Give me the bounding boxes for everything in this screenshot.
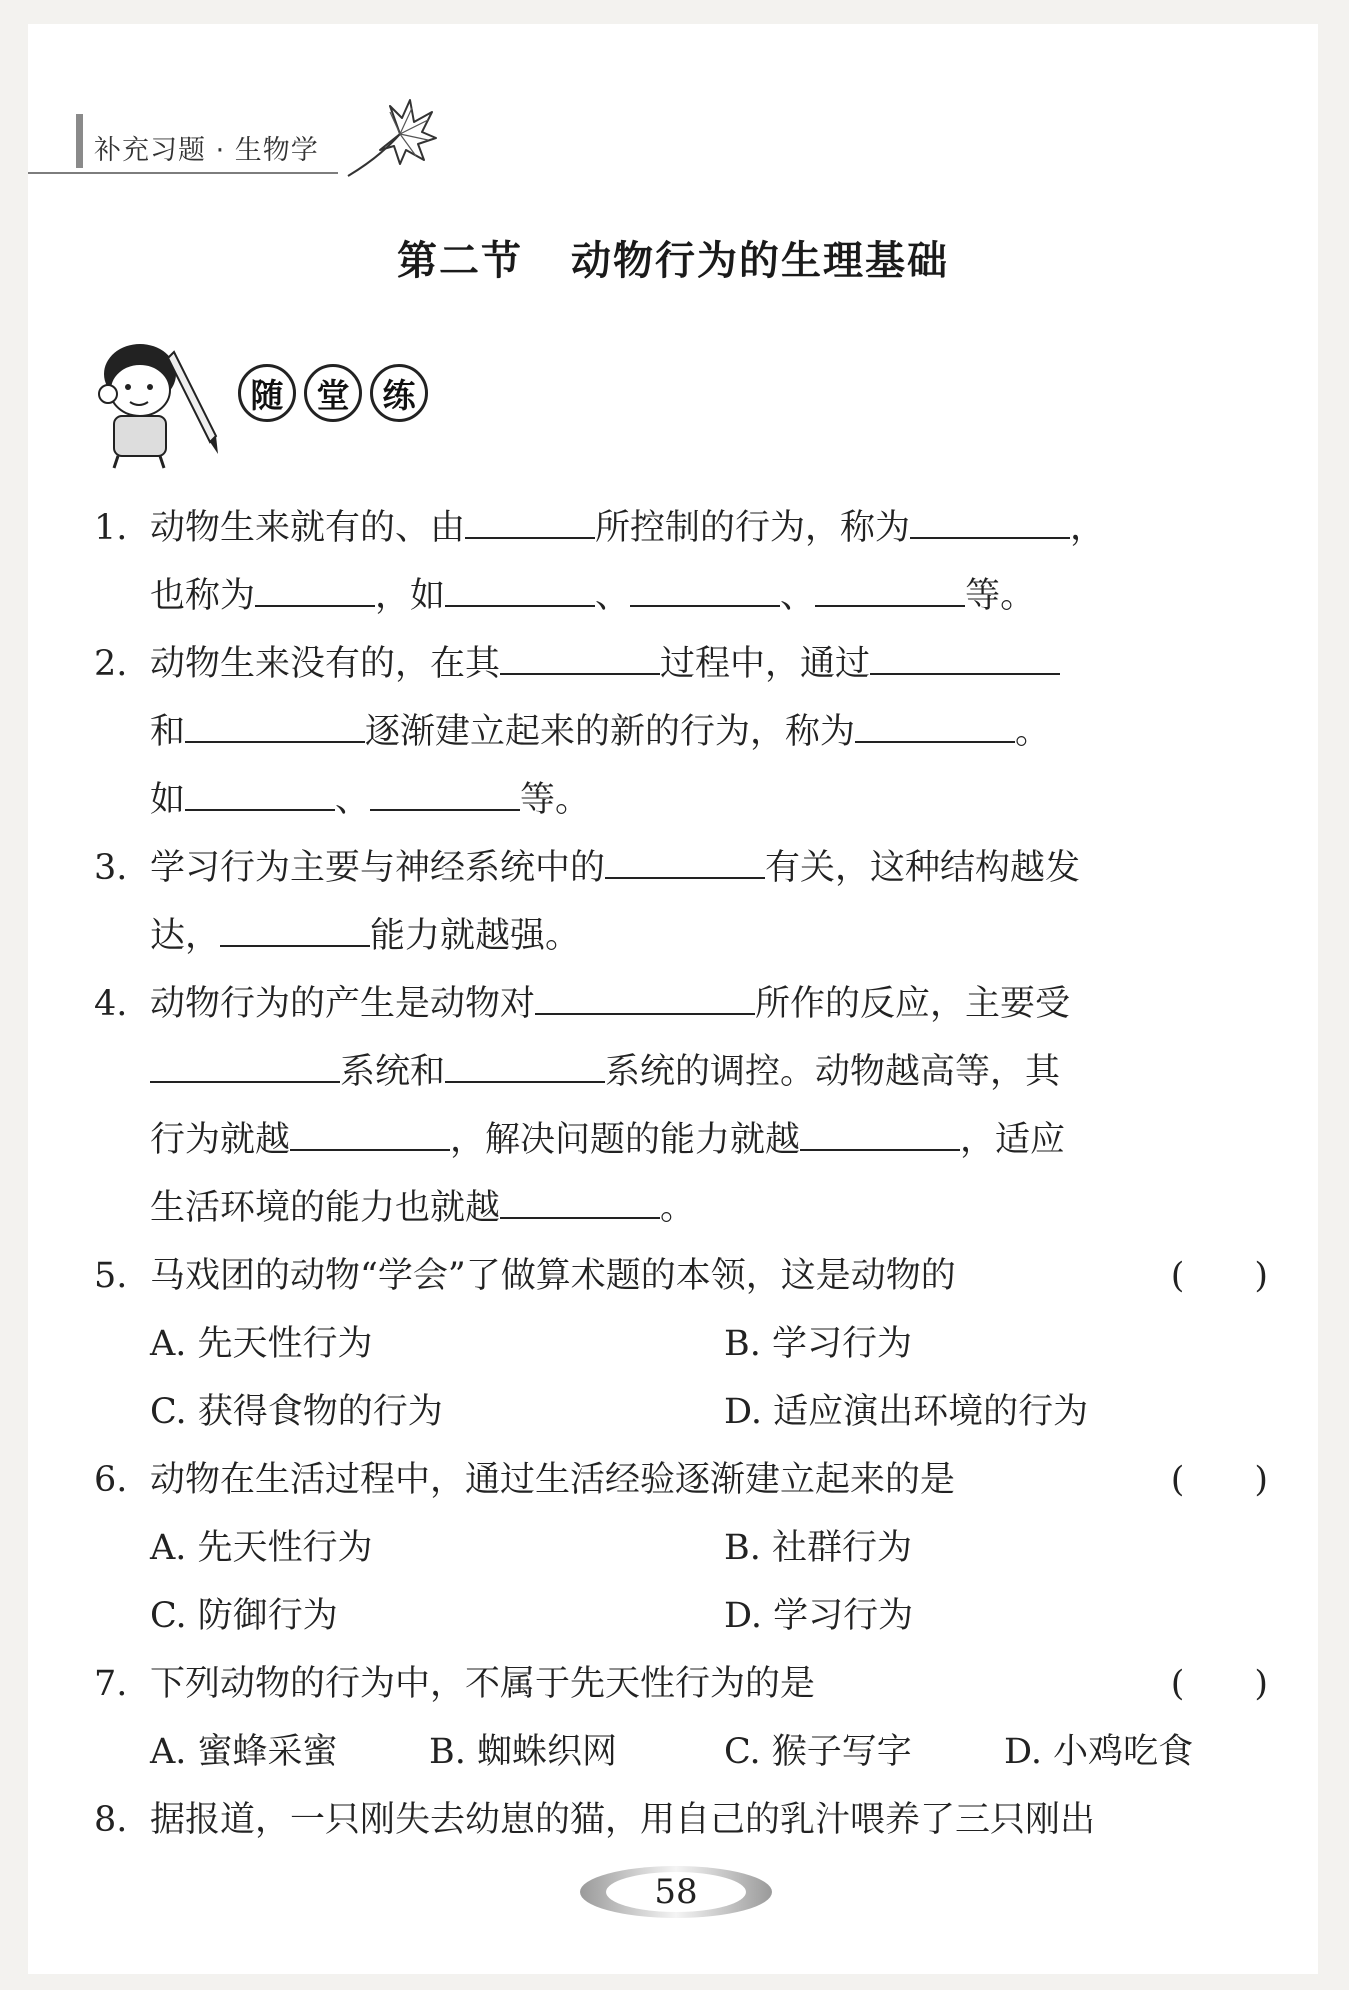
question-4-line-3 — [94, 1106, 1274, 1174]
question-3-line-2 — [94, 902, 1274, 970]
question-text: 、 — [780, 576, 816, 616]
question-text: 学习行为主要与神经系统中的 — [150, 848, 606, 888]
question-text: ，适应 — [960, 1120, 1066, 1160]
option-a[interactable]: A. 先天性行为 — [150, 1324, 373, 1364]
tag-char: 随 — [238, 364, 296, 422]
workbook-page — [28, 24, 1318, 1974]
answer-blank[interactable] — [800, 1109, 960, 1151]
section-name: 动物行为的生理基础 — [571, 238, 949, 284]
question-text: 逐渐建立起来的新的行为，称为 — [365, 712, 856, 752]
question-text: 。 — [660, 1188, 696, 1228]
question-text: 和 — [150, 712, 186, 752]
question-7-stem — [94, 1650, 1274, 1718]
question-1-line-2 — [94, 562, 1274, 630]
question-6-options-cd — [94, 1582, 1274, 1650]
question-2-line-3 — [94, 766, 1274, 834]
question-text: 马戏团的动物“学会”了做算术题的本领，这是动物的 — [150, 1256, 956, 1296]
question-text: 等。 — [965, 576, 1036, 616]
question-text: 系统和 — [340, 1052, 446, 1092]
option-b[interactable]: B. 蜘蛛织网 — [429, 1732, 617, 1772]
student-pencil-icon — [78, 332, 238, 472]
question-text: 行为就越 — [150, 1120, 291, 1160]
header-text: 补充习题 · 生物学 — [94, 135, 319, 166]
option-d[interactable]: D. 小鸡吃食 — [1004, 1732, 1194, 1772]
question-text: 生活环境的能力也就越 — [150, 1188, 501, 1228]
question-text: 、 — [335, 780, 371, 820]
question-text: 动物生来就有的、由 — [150, 508, 466, 548]
option-c[interactable]: C. 获得食物的行为 — [150, 1392, 443, 1432]
question-text: 等。 — [520, 780, 591, 820]
option-a[interactable]: A. 先天性行为 — [150, 1528, 373, 1568]
question-1-line-1 — [94, 494, 1274, 562]
question-7-options — [94, 1718, 1274, 1786]
page-number-badge — [576, 1862, 776, 1922]
question-text: ，解决问题的能力就越 — [450, 1120, 801, 1160]
answer-blank[interactable] — [500, 1177, 660, 1219]
question-text: ，如 — [375, 576, 446, 616]
question-text: 据报道，一只刚失去幼崽的猫，用自己的乳汁喂养了三只刚出 — [150, 1800, 1096, 1840]
answer-blank[interactable] — [445, 1041, 605, 1083]
answer-blank[interactable] — [855, 701, 1015, 743]
question-number: 7. — [94, 1664, 128, 1704]
question-text: 如 — [150, 780, 186, 820]
running-header — [28, 84, 1318, 166]
option-b[interactable]: B. 社群行为 — [724, 1528, 912, 1568]
question-text: ， — [1070, 508, 1106, 548]
header-bar — [76, 114, 83, 168]
question-6-stem — [94, 1446, 1274, 1514]
header-rule — [28, 172, 338, 174]
answer-blank[interactable] — [150, 1041, 340, 1083]
answer-blank[interactable] — [290, 1109, 450, 1151]
question-text: 系统的调控。动物越高等，其 — [605, 1052, 1061, 1092]
question-number: 3. — [94, 848, 128, 888]
option-c[interactable]: C. 猴子写字 — [724, 1732, 912, 1772]
question-text: 所控制的行为，称为 — [595, 508, 911, 548]
question-text: 动物生来没有的，在其 — [150, 644, 501, 684]
option-b[interactable]: B. 学习行为 — [724, 1324, 912, 1364]
answer-blank[interactable] — [605, 837, 765, 879]
answer-blank[interactable] — [185, 769, 335, 811]
option-c[interactable]: C. 防御行为 — [150, 1596, 338, 1636]
answer-blank[interactable] — [815, 565, 965, 607]
question-2-line-1 — [94, 630, 1274, 698]
tag-char: 练 — [370, 364, 428, 422]
question-text: 有关，这种结构越发 — [765, 848, 1081, 888]
answer-blank[interactable] — [445, 565, 595, 607]
question-number: 6. — [94, 1460, 128, 1500]
question-text: 能力就越强。 — [370, 916, 581, 956]
question-8-stem — [94, 1786, 1274, 1854]
answer-blank[interactable] — [500, 633, 660, 675]
answer-parentheses[interactable]: ( ) — [1170, 1664, 1268, 1704]
section-number: 第二节 — [397, 238, 523, 284]
question-number: 8. — [94, 1800, 128, 1840]
question-text: 动物行为的产生是动物对 — [150, 984, 536, 1024]
page-number: 58 — [654, 1872, 698, 1912]
question-text: 达， — [150, 916, 221, 956]
option-d[interactable]: D. 学习行为 — [724, 1596, 914, 1636]
answer-blank[interactable] — [220, 905, 370, 947]
question-number: 2. — [94, 644, 128, 684]
question-4-line-1 — [94, 970, 1274, 1038]
question-number: 4. — [94, 984, 128, 1024]
question-5-stem — [94, 1242, 1274, 1310]
question-4-line-2 — [94, 1038, 1274, 1106]
tag-char: 堂 — [304, 364, 362, 422]
answer-blank[interactable] — [185, 701, 365, 743]
answer-blank[interactable] — [870, 633, 1060, 675]
question-text: 。 — [1015, 712, 1051, 752]
question-number: 5. — [94, 1256, 128, 1296]
question-2-line-2 — [94, 698, 1274, 766]
practice-section-tag — [238, 364, 428, 422]
question-3-line-1 — [94, 834, 1274, 902]
question-6-options-ab — [94, 1514, 1274, 1582]
question-text: 过程中，通过 — [660, 644, 871, 684]
option-d[interactable]: D. 适应演出环境的行为 — [724, 1392, 1089, 1432]
question-text: 动物在生活过程中，通过生活经验逐渐建立起来的是 — [150, 1460, 956, 1500]
question-4-line-4 — [94, 1174, 1274, 1242]
question-text: 也称为 — [150, 576, 256, 616]
answer-blank[interactable] — [465, 497, 595, 539]
answer-blank[interactable] — [535, 973, 755, 1015]
question-list — [94, 494, 1274, 1854]
answer-blank[interactable] — [370, 769, 520, 811]
question-text: 下列动物的行为中，不属于先天性行为的是 — [150, 1664, 816, 1704]
page-title — [28, 229, 1318, 286]
option-a[interactable]: A. 蜜蜂采蜜 — [150, 1732, 338, 1772]
question-number: 1. — [94, 508, 128, 548]
question-5-options-cd — [94, 1378, 1274, 1446]
answer-blank[interactable] — [630, 565, 780, 607]
answer-parentheses[interactable]: ( ) — [1170, 1460, 1268, 1500]
answer-blank[interactable] — [910, 497, 1070, 539]
answer-parentheses[interactable]: ( ) — [1170, 1256, 1268, 1296]
question-text: 所作的反应，主要受 — [755, 984, 1071, 1024]
question-text: 、 — [595, 576, 631, 616]
maple-leaf-icon — [328, 98, 438, 188]
answer-blank[interactable] — [255, 565, 375, 607]
question-5-options-ab — [94, 1310, 1274, 1378]
